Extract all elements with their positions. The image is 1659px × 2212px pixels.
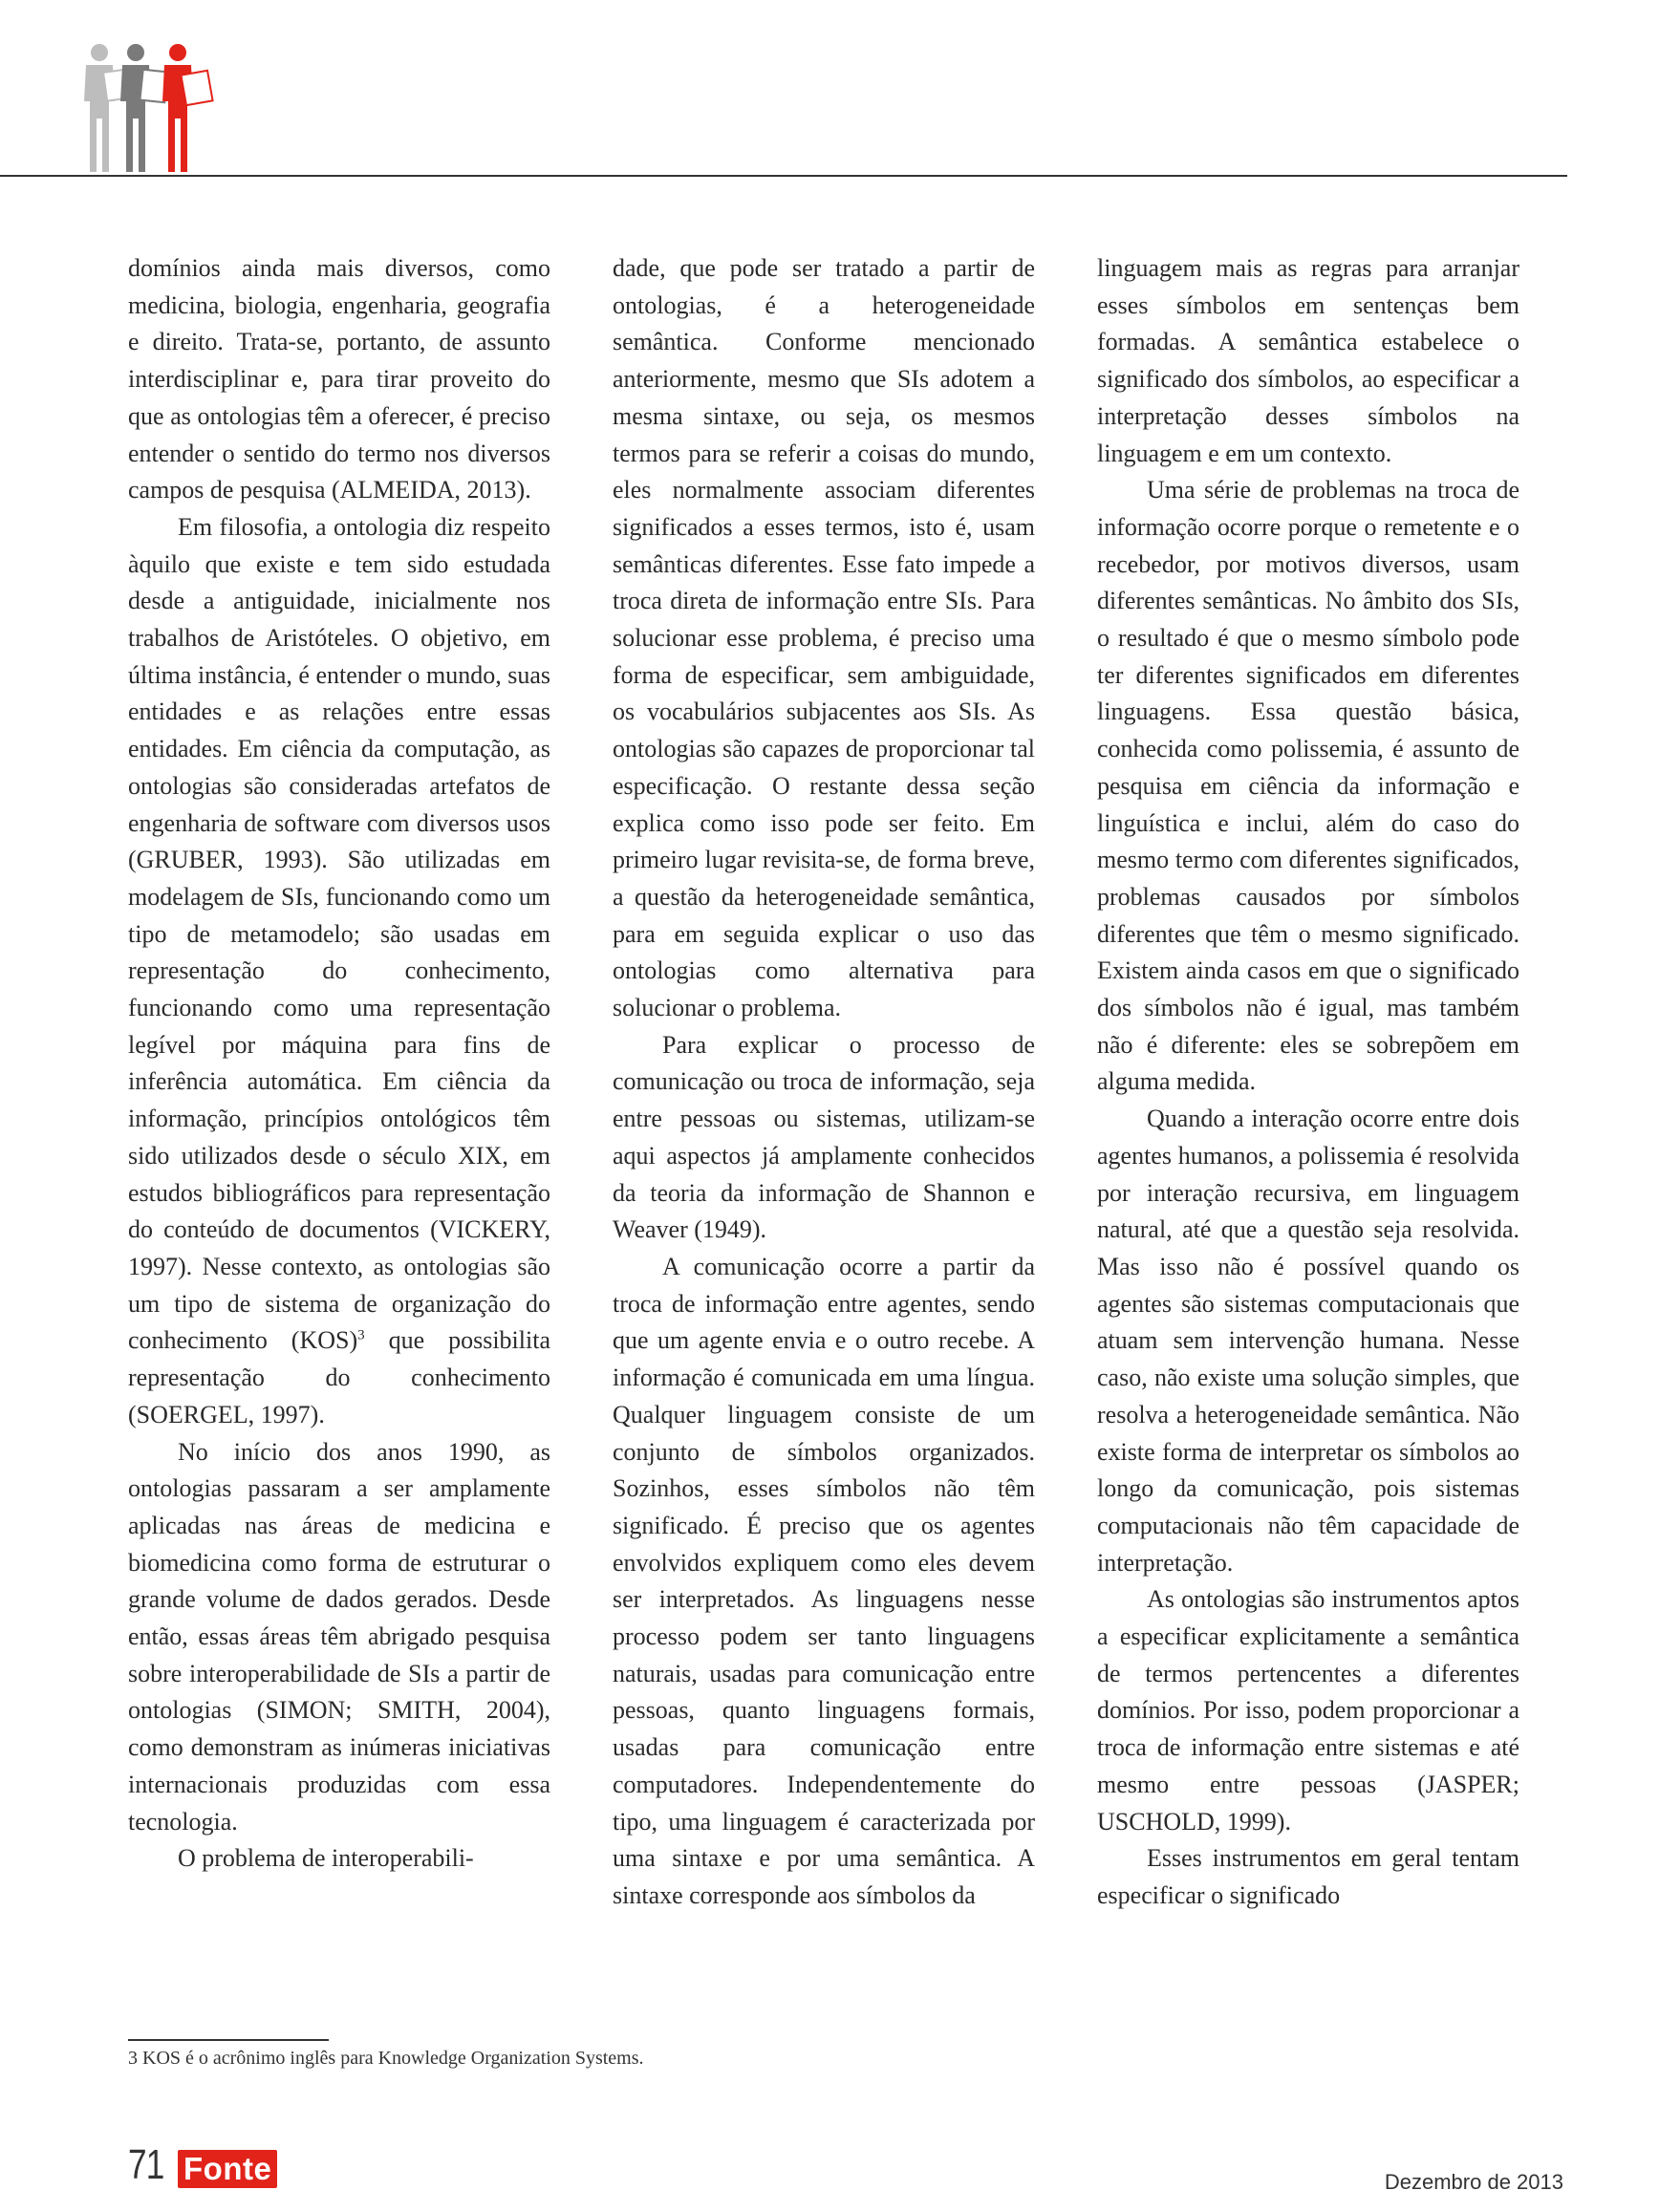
paragraph: linguagem mais as regras para arranjar esses símbolos em sentenças bem formadas. A semântica estabelece o significado dos símbolos, ao especificar a interpretação desses símbolos na linguagem e em um contexto. bbox=[1097, 254, 1519, 467]
paragraph: A comunicação ocorre a partir da troca de informação entre agentes, sendo que um agente envia e o outro recebe. A informação é comunicada em uma língua. Qualquer linguagem consiste de um conjunto de símbolos organizados. Sozinhos, esses símbolos não têm significado. É preciso que os agentes envolvidos expliquem como eles devem ser interpretados. As linguagens nesse processo podem ser tanto linguagens naturais, usadas para comunicação entre pessoas, quanto linguagens formais, usadas para comunicação entre computadores. Independentemente do tipo, uma linguagem é caracterizada por uma sintaxe e por uma semântica. A sintaxe corresponde aos símbolos da bbox=[613, 1252, 1035, 1909]
paragraph: Uma série de problemas na troca de informação ocorre porque o remetente e o recebedor, por motivos diversos, usam diferentes semânticas. No âmbito dos SIs, o resultado é que o mesmo símbolo pode ter diferentes significados em diferentes linguagens. Essa questão básica, conhecida como polissemia, é assunto de pesquisa em ciência da informação e linguística e inclui, além do caso do mesmo termo com diferentes significados, problemas causados por símbolos diferentes que têm o mesmo significado. Existem ainda casos em que o significado dos símbolos não é igual, mas também não é diferente: eles se sobrepõem em alguma medida. bbox=[1097, 476, 1519, 1096]
paragraph: Quando a interação ocorre entre dois agentes humanos, a polissemia é resolvida por interação recursiva, em linguagem natural, até que a questão seja resolvida. Mas isso não é possível quando os agentes são sistemas computacionais que atuam sem intervenção humana. Nesse caso, não existe uma solução simples, que resolva a heterogeneidade semântica. Não existe forma de interpretar os símbolos ao longo da comunicação, pois sistemas computacionais não têm capacidade de interpretação. bbox=[1097, 1105, 1519, 1577]
page-number: 71 bbox=[128, 2141, 164, 2188]
paragraph: No início dos anos 1990, as ontologias passaram a ser amplamente aplicadas nas áreas de medicina e biomedicina como forma de estruturar o grande volume de dados gerados. Desde então, essas áreas têm abrigado pesquisa sobre interoperabilidade de SIs a partir de ontologias (SIMON; SMITH, 2004), como demonstram as inúmeras iniciativas internacionais produzidas com essa tecnologia. bbox=[128, 1437, 550, 1836]
paragraph: O problema de interoperabili- bbox=[178, 1844, 474, 1873]
text-column-2 bbox=[613, 250, 1035, 1915]
footnote-reference: 3 bbox=[357, 1327, 365, 1343]
text-column-1 bbox=[128, 250, 550, 1878]
issue-date: Dezembro de 2013 bbox=[1384, 2170, 1563, 2194]
paragraph bbox=[128, 509, 550, 1434]
paragraph: dade, que pode ser tratado a partir de ontologias, é a heterogeneidade semântica. Conforme mencionado anteriormente, mesmo que SIs adotem a mesma sintaxe, ou seja, os mesmos termos para se referir a coisas do mundo, eles normalmente associam diferentes significados a esses termos, isto é, usam semânticas diferentes. Esse fato impede a troca direta de informação entre SIs. Para solucionar esse problema, é preciso uma forma de especificar, sem ambiguidade, os vocabulários subjacentes aos SIs. As ontologias são capazes de proporcionar tal especificação. O restante dessa seção explica como isso pode ser feito. Em primeiro lugar revisita-se, de forma breve, a questão da heterogeneidade semântica, para em seguida explicar o uso das ontologias como alternativa para solucionar o problema. bbox=[613, 254, 1035, 1022]
paragraph: Para explicar o processo de comunicação ou troca de informação, seja entre pessoas ou sistemas, utilizam-se aqui aspectos já amplamente conhecidos da teoria da informação de Shannon e Weaver (1949). bbox=[613, 1030, 1035, 1244]
paragraph: domínios ainda mais diversos, como medicina, biologia, engenharia, geografia e direito. Trata-se, portanto, de assunto interdisciplinar e, para tirar proveito do que as ontologias têm a oferecer, é preciso entender o sentido do termo nos diversos campos de pesquisa (ALMEIDA, 2013). bbox=[128, 254, 550, 505]
magazine-brand-logo: Fonte bbox=[178, 2150, 277, 2188]
paragraph: Esses instrumentos em geral tentam especificar o significado bbox=[1097, 1844, 1519, 1909]
header-rule bbox=[0, 175, 1567, 177]
paragraph-text-tail: que possibilita representação do conhecimento (SOERGEL, 1997). bbox=[128, 1326, 550, 1428]
footnote-rule bbox=[128, 2039, 329, 2041]
paragraph-text: Em filosofia, a ontologia diz respeito àquilo que existe e tem sido estudada desde a antiguidade, inicialmente nos trabalhos de Aristóteles. O objetivo, em última instância, é entender o mundo, suas entidades e as relações entre essas entidades. Em ciência da computação, as ontologias são consideradas artefatos de engenharia de software com diversos usos (GRUBER, 1993). São utilizadas em modelagem de SIs, funcionando como um tipo de metamodelo; são usadas em representação do conhecimento, funcionando como uma representação legível por máquina para fins de inferência automática. Em ciência da informação, princípios ontológicos têm sido utilizados desde o século XIX, em estudos bibliográficos para representação do conteúdo de documentos (VICKERY, 1997). Nesse contexto, as ontologias são um tipo de sistema de organização do conhecimento (KOS) bbox=[128, 512, 550, 1355]
text-column-3 bbox=[1097, 250, 1519, 1915]
paragraph: As ontologias são instrumentos aptos a especificar explicitamente a semântica de termos pertencentes a diferentes domínios. Por isso, podem proporcionar a troca de informação entre sistemas e até mesmo entre pessoas (JASPER; USCHOLD, 1999). bbox=[1097, 1585, 1519, 1836]
footnote: 3 KOS é o acrônimo inglês para Knowledge Organization Systems. bbox=[128, 2048, 644, 2069]
people-group-logo-icon bbox=[76, 42, 220, 176]
